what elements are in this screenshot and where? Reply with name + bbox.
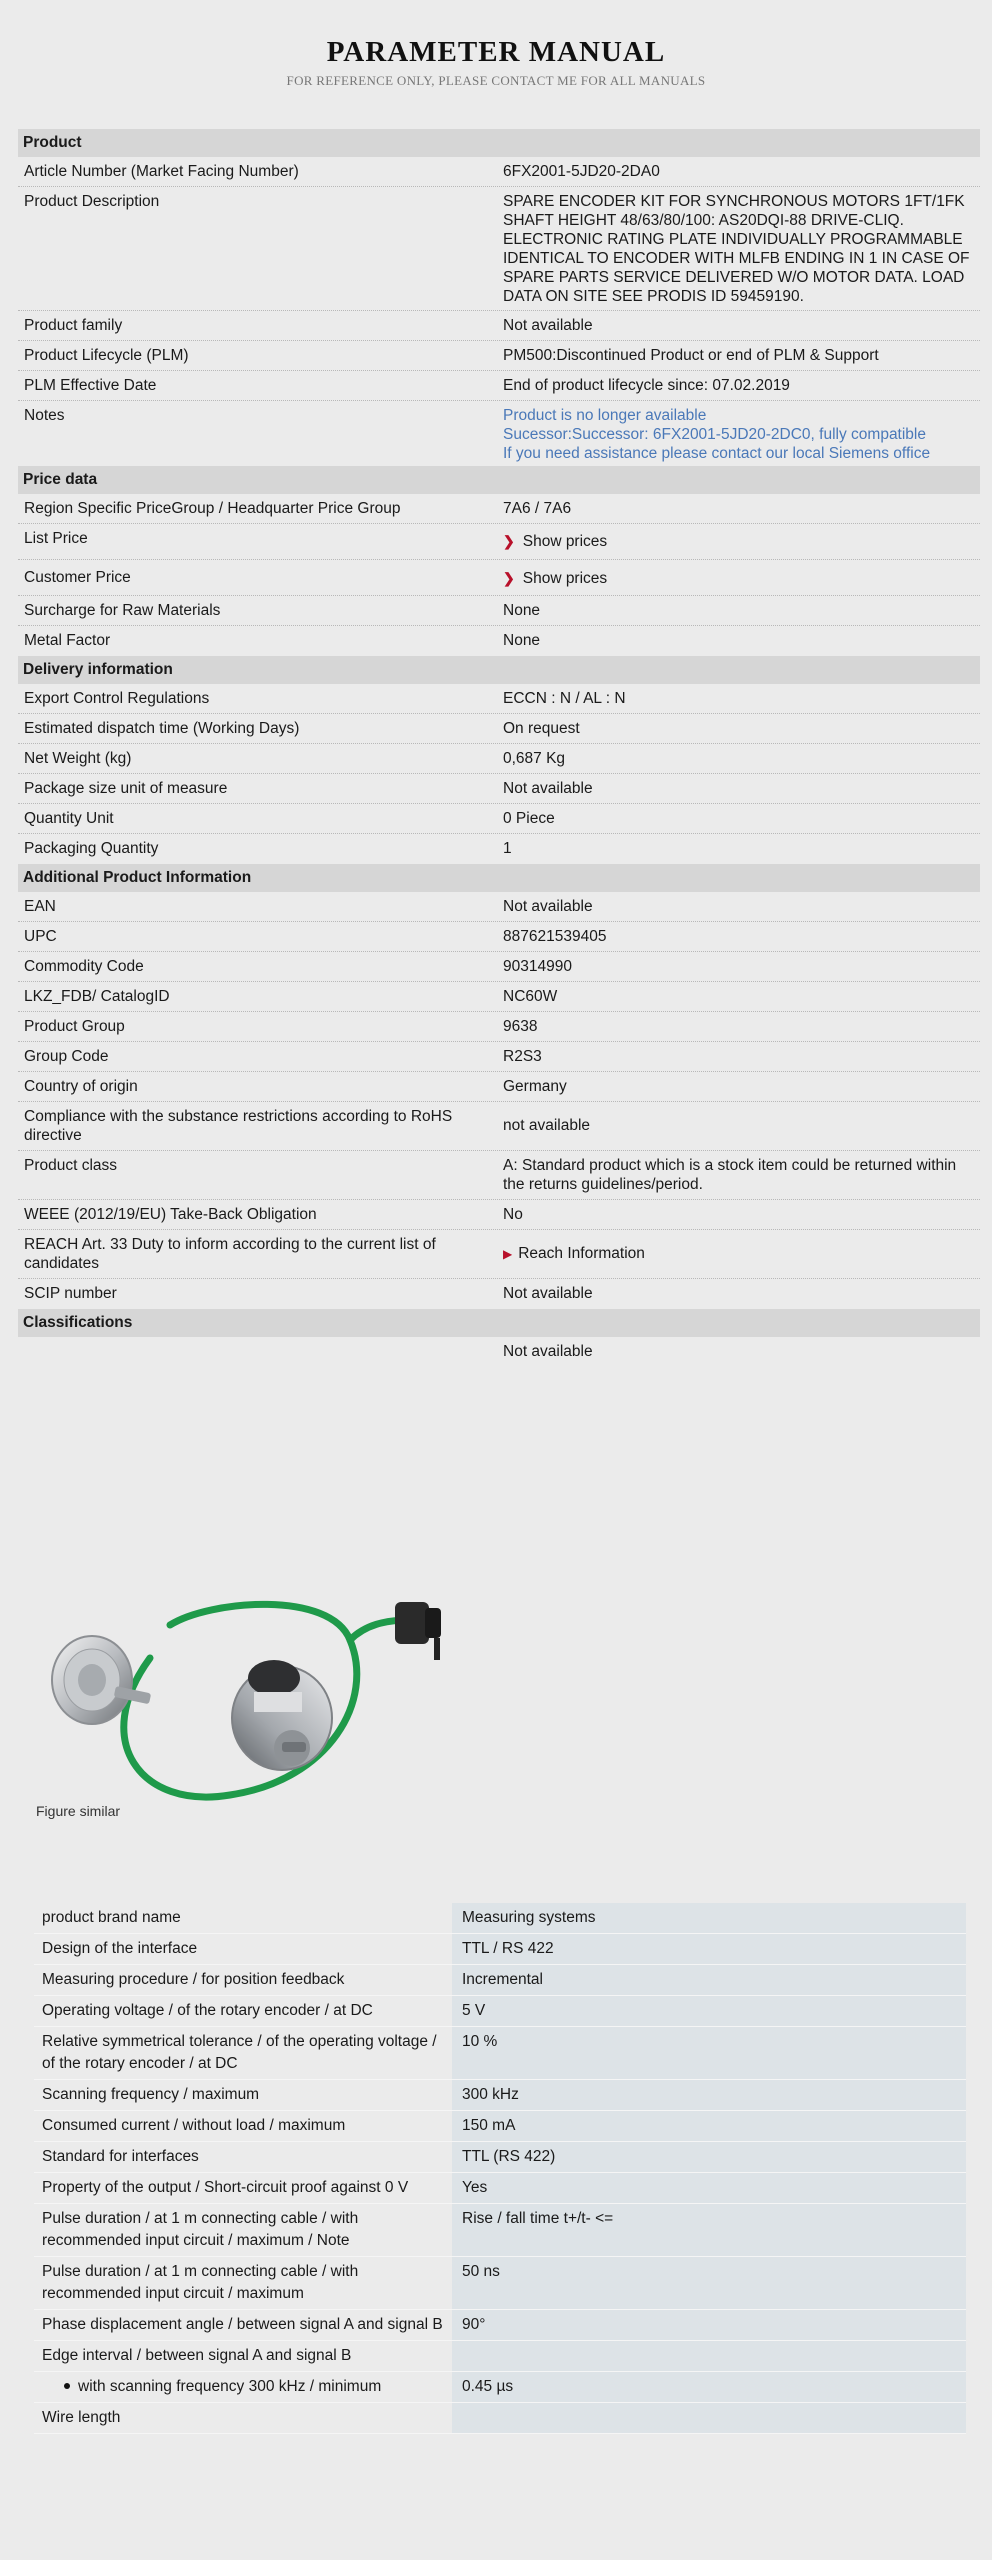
tech-value: Rise / fall time t+/t- <= [452,2204,966,2256]
row-value: None [503,632,541,649]
table-row [34,2204,966,2257]
row-customer-price [18,560,980,596]
table-row [34,2111,966,2142]
row-label: Product Lifecycle (PLM) [24,347,189,364]
section-price: Price data [18,466,980,494]
row-value: Not available [503,1285,593,1302]
bullet-icon [64,2383,70,2389]
tech-value [452,2403,966,2433]
show-prices-customer[interactable] [497,560,980,595]
tech-label: Pulse duration / at 1 m connecting cable / with recommended input circuit / maximum [34,2257,452,2309]
row-label: Customer Price [24,569,131,586]
row-value: 90314990 [503,958,572,975]
row-surcharge [18,596,980,626]
row-label: Metal Factor [24,632,111,649]
page-header [0,36,992,89]
row-label: Product family [24,317,123,334]
section-additional: Additional Product Information [18,864,980,892]
row-label: Group Code [24,1048,109,1065]
tech-label: Operating voltage / of the rotary encoder / at DC [34,1996,452,2026]
notes-unavailable-text: Product is no longer available [503,407,707,424]
row-value: Germany [503,1078,567,1095]
row-product-class [18,1151,980,1200]
row-label: Product class [24,1157,118,1174]
row-metal-factor [18,626,980,656]
row-value: 9638 [503,1018,538,1035]
tech-label: product brand name [34,1903,452,1933]
table-row [34,2310,966,2341]
page-title: PARAMETER MANUAL [326,36,666,68]
row-reach [18,1230,980,1279]
row-label: Export Control Regulations [24,690,210,707]
row-product-family [18,311,980,341]
row-value: 0 Piece [503,810,555,827]
row-plm-date [18,371,980,401]
tech-value: 50 ns [452,2257,966,2309]
row-value: End of product lifecycle since: 07.02.2019 [503,377,790,394]
row-commodity-code [18,952,980,982]
row-upc [18,922,980,952]
table-row [34,2403,966,2434]
row-list-price [18,524,980,560]
table-row [34,2080,966,2111]
row-country-origin [18,1072,980,1102]
technical-table [34,1903,966,2434]
tech-label: with scanning frequency 300 kHz / minimum [78,2378,382,2395]
notes-links [497,401,980,466]
row-product-description [18,187,980,311]
row-label: Notes [24,407,65,424]
row-value: SPARE ENCODER KIT FOR SYNCHRONOUS MOTORS 1FT/1FK SHAFT HEIGHT 48/63/80/100: AS20DQI-88 DRIVE-CLIQ. ELECTRONIC RATING PLATE INDIVIDUALLY PROGRAMMABLE IDENTICAL TO ENCODER WITH MLFB ENDING IN 1 IN CASE OF SPARE PARTS SERVICE DELIVERED W/O MOTOR DATA. LOAD DATA ON SITE SEE PRODIS ID 59459190. [503,193,970,305]
row-label: WEEE (2012/19/EU) Take-Back Obligation [24,1206,317,1223]
row-region-price-group [18,494,980,524]
row-label: UPC [24,928,57,945]
tech-label: Edge interval / between signal A and signal B [34,2341,452,2371]
show-prices-label: Show prices [522,533,608,550]
chevron-right-icon: ❯ [503,570,515,586]
row-value: 887621539405 [503,928,607,945]
table-row [34,1965,966,1996]
row-value: No [503,1206,523,1223]
show-prices-label: Show prices [522,570,608,587]
tech-label: Relative symmetrical tolerance / of the operating voltage / of the rotary encoder / at DC [34,2027,452,2079]
row-weee [18,1200,980,1230]
row-value: 7A6 / 7A6 [503,500,572,517]
tech-value: Incremental [452,1965,966,1995]
row-group-code [18,1042,980,1072]
row-label: Product Description [24,193,160,210]
table-row [34,2142,966,2173]
row-label: Packaging Quantity [24,840,159,857]
tech-value: TTL / RS 422 [452,1934,966,1964]
row-label: Estimated dispatch time (Working Days) [24,720,300,737]
row-label: PLM Effective Date [24,377,157,394]
row-value: NC60W [503,988,558,1005]
row-export-control [18,684,980,714]
row-value: Not available [503,1343,593,1360]
tech-value: Measuring systems [452,1903,966,1933]
row-value: R2S3 [503,1048,542,1065]
row-classifications [18,1337,980,1367]
tech-value: Yes [452,2173,966,2203]
row-value: A: Standard product which is a stock item could be returned within the returns guidelines/period. [503,1157,957,1193]
row-value: Not available [503,898,593,915]
row-value: None [503,602,541,619]
row-label: Commodity Code [24,958,144,975]
row-rohs [18,1102,980,1151]
row-value: ECCN : N / AL : N [503,690,626,707]
figure-caption: Figure similar [36,1803,121,1819]
row-dispatch-time [18,714,980,744]
row-notes [18,401,980,466]
section-product: Product [18,129,980,157]
chevron-right-icon: ❯ [503,533,515,549]
reach-information-label: Reach Information [518,1245,645,1262]
tech-label: Measuring procedure / for position feedback [34,1965,452,1995]
row-catalog-id [18,982,980,1012]
table-row [34,1903,966,1934]
row-label: Net Weight (kg) [24,750,132,767]
row-label-empty [18,1337,497,1367]
row-label: Package size unit of measure [24,780,228,797]
table-row [34,2372,966,2403]
triangle-right-icon: ▶ [503,1247,513,1261]
row-label: Country of origin [24,1078,138,1095]
row-label: Article Number (Market Facing Number) [24,163,299,180]
row-label: List Price [24,530,88,547]
tech-value: 0.45 µs [452,2372,966,2402]
page-subtitle: FOR REFERENCE ONLY, PLEASE CONTACT ME FOR ALL MANUALS [286,73,706,88]
table-row [34,2257,966,2310]
section-delivery: Delivery information [18,656,980,684]
row-package-size [18,774,980,804]
table-row [34,1996,966,2027]
contact-siemens-link[interactable]: If you need assistance please contact our local Siemens office [503,445,931,462]
tech-value: 5 V [452,1996,966,2026]
row-value: not available [503,1117,591,1134]
section-classifications: Classifications [18,1309,980,1337]
row-article-number [18,157,980,187]
row-net-weight [18,744,980,774]
tech-label: Design of the interface [34,1934,452,1964]
row-label: Compliance with the substance restrictions according to RoHS directive [24,1108,453,1144]
row-label: LKZ_FDB/ CatalogID [24,988,170,1005]
tech-value: 300 kHz [452,2080,966,2110]
row-label: Product Group [24,1018,125,1035]
row-packaging-quantity [18,834,980,864]
row-quantity-unit [18,804,980,834]
row-label: Quantity Unit [24,810,114,827]
row-ean [18,892,980,922]
row-product-lifecycle [18,341,980,371]
row-scip [18,1279,980,1309]
row-label: Surcharge for Raw Materials [24,602,221,619]
tech-label: Standard for interfaces [34,2142,452,2172]
row-label: SCIP number [24,1285,117,1302]
row-value: PM500:Discontinued Product or end of PLM & Support [503,347,879,364]
tech-value [452,2341,966,2371]
tech-label: Phase displacement angle / between signal A and signal B [34,2310,452,2340]
successor-link[interactable]: Sucessor:Successor: 6FX2001-5JD20-2DC0, fully compatible [503,426,926,443]
tech-label: Pulse duration / at 1 m connecting cable / with recommended input circuit / maximum / Note [34,2204,452,2256]
tech-label: Consumed current / without load / maximum [34,2111,452,2141]
row-value: 1 [503,840,512,857]
tech-label: Wire length [34,2403,452,2433]
tech-label: Scanning frequency / maximum [34,2080,452,2110]
row-label: Region Specific PriceGroup / Headquarter Price Group [24,500,401,517]
tech-sublabel [34,2372,452,2402]
encoder-illustration [30,1580,450,1820]
table-row [34,2027,966,2080]
row-value: On request [503,720,580,737]
table-row [34,2341,966,2372]
tech-value: TTL (RS 422) [452,2142,966,2172]
row-value: Not available [503,780,593,797]
tech-value: 90° [452,2310,966,2340]
table-row [34,1934,966,1965]
row-label: REACH Art. 33 Duty to inform according to the current list of candidates [24,1236,436,1272]
table-row [34,2173,966,2204]
tech-value: 150 mA [452,2111,966,2141]
row-value: 0,687 Kg [503,750,566,767]
reach-information-link[interactable] [497,1230,980,1278]
row-label: EAN [24,898,56,915]
spec-table [18,129,980,1367]
row-value: 6FX2001-5JD20-2DA0 [503,163,660,180]
row-value: Not available [503,317,593,334]
show-prices-list[interactable] [497,524,980,559]
product-image [30,1580,450,1820]
tech-value: 10 % [452,2027,966,2079]
tech-label: Property of the output / Short-circuit proof against 0 V [34,2173,452,2203]
row-product-group [18,1012,980,1042]
